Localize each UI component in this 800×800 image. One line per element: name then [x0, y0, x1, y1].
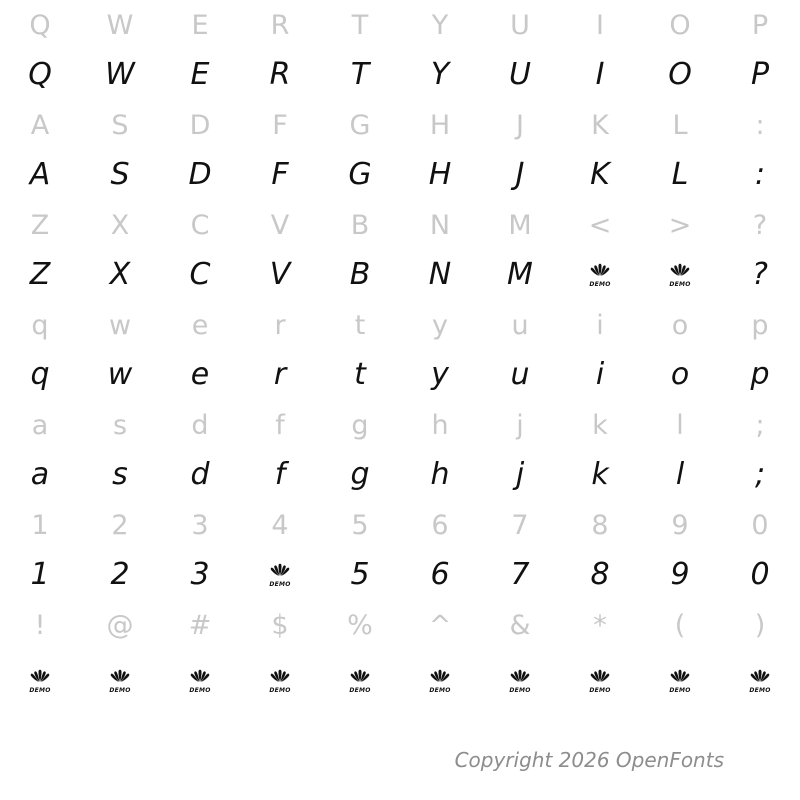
glyph-cell: u	[511, 309, 529, 341]
glyph-cell: t	[354, 357, 366, 392]
glyph-cell: h	[430, 457, 450, 492]
glyph-cell: ^	[428, 609, 452, 641]
glyph-cell: l	[676, 409, 684, 441]
glyph-cell: !	[34, 609, 46, 641]
glyph-cell: 2	[110, 557, 130, 592]
demo-stamp-label: DEMO	[749, 687, 771, 694]
glyph-cell: A	[29, 157, 51, 192]
glyph-cell: w	[108, 309, 132, 341]
glyph-cell: R	[270, 9, 290, 41]
glyph-cell: T	[350, 57, 370, 92]
glyph-cell: 7	[510, 557, 530, 592]
glyph-cell: S	[110, 157, 130, 192]
glyph-cell: %	[347, 609, 373, 641]
glyph-cell: 3	[190, 557, 210, 592]
demo-stamp-glyph	[667, 668, 693, 694]
demo-stamp-icon	[160, 656, 240, 706]
demo-stamp-glyph	[187, 668, 213, 694]
glyph-cell: o	[670, 357, 690, 392]
demo-stamp-glyph	[587, 668, 613, 694]
glyph-cell: H	[428, 157, 452, 192]
demo-stamp-icon	[240, 550, 320, 600]
glyph-cell: f	[275, 409, 285, 441]
row-lowercase-1-reference	[0, 300, 800, 350]
glyph-cell: Z	[30, 209, 50, 241]
glyph-cell: 1	[30, 557, 50, 592]
row-uppercase-1-sample	[0, 50, 800, 100]
glyph-cell: i	[596, 309, 604, 341]
glyph-cell: )	[754, 609, 766, 641]
glyph-cell: W	[106, 9, 134, 41]
glyph-cell: G	[348, 157, 372, 192]
glyph-cell: ;	[754, 457, 766, 492]
row-uppercase-1-reference	[0, 0, 800, 50]
glyph-cell: J	[515, 157, 525, 192]
glyph-cell: Y	[431, 9, 449, 41]
glyph-cell: B	[350, 209, 370, 241]
glyph-cell: V	[270, 209, 290, 241]
demo-stamp-label: DEMO	[269, 581, 291, 588]
glyph-cell: o	[671, 309, 689, 341]
demo-stamp-glyph	[587, 262, 613, 288]
glyph-cell: 6	[431, 509, 449, 541]
demo-stamp-icon	[0, 656, 80, 706]
row-uppercase-2-sample	[0, 150, 800, 200]
glyph-cell: <	[588, 209, 612, 241]
glyph-cell: s	[112, 457, 128, 492]
glyph-cell: G	[349, 109, 371, 141]
glyph-cell: K	[591, 109, 609, 141]
glyph-cell: E	[191, 9, 209, 41]
demo-stamp-label: DEMO	[589, 281, 611, 288]
glyph-cell: 4	[271, 509, 289, 541]
glyph-cell: Q	[29, 9, 51, 41]
glyph-cell: R	[269, 57, 291, 92]
demo-stamp-icon	[560, 250, 640, 300]
glyph-cell: 6	[430, 557, 450, 592]
demo-stamp-glyph	[347, 668, 373, 694]
glyph-cell: I	[595, 57, 605, 92]
demo-stamp-icon	[480, 656, 560, 706]
row-digits-reference	[0, 500, 800, 550]
glyph-cell: Z	[29, 257, 51, 292]
glyph-cell: a	[30, 457, 50, 492]
glyph-cell: F	[272, 109, 288, 141]
glyph-cell: j	[516, 409, 524, 441]
demo-stamp-icon	[640, 656, 720, 706]
glyph-cell: j	[515, 457, 525, 492]
glyph-cell: *	[593, 609, 607, 641]
glyph-cell: >	[668, 209, 692, 241]
demo-stamp-label: DEMO	[509, 687, 531, 694]
glyph-cell: u	[510, 357, 530, 392]
glyph-cell: &	[509, 609, 531, 641]
glyph-cell: w	[107, 357, 133, 392]
glyph-cell: X	[109, 257, 131, 292]
copyright-footer: Copyright 2026 OpenFonts	[454, 748, 724, 772]
demo-stamp-glyph	[507, 668, 533, 694]
glyph-cell: V	[269, 257, 291, 292]
row-lowercase-2-sample	[0, 450, 800, 500]
glyph-cell: h	[431, 409, 449, 441]
glyph-cell: X	[110, 209, 130, 241]
glyph-cell: :	[755, 109, 765, 141]
glyph-cell: T	[351, 9, 369, 41]
demo-stamp-icon	[560, 656, 640, 706]
demo-stamp-label: DEMO	[669, 281, 691, 288]
glyph-cell: I	[596, 9, 604, 41]
glyph-cell: W	[105, 57, 135, 92]
demo-stamp-icon	[640, 250, 720, 300]
glyph-cell: 3	[191, 509, 209, 541]
row-lowercase-2-reference	[0, 400, 800, 450]
glyph-cell: y	[432, 309, 448, 341]
row-uppercase-3-reference	[0, 200, 800, 250]
glyph-cell: p	[751, 309, 769, 341]
glyph-cell: E	[190, 57, 210, 92]
glyph-cell: F	[271, 157, 289, 192]
glyph-cell: 0	[750, 557, 770, 592]
glyph-cell: D	[189, 109, 211, 141]
glyph-cell: 0	[751, 509, 769, 541]
demo-stamp-icon	[720, 656, 800, 706]
glyph-cell: r	[274, 309, 286, 341]
glyph-cell: S	[111, 109, 129, 141]
glyph-cell: g	[351, 409, 369, 441]
glyph-cell: k	[591, 457, 609, 492]
glyph-cell: P	[750, 57, 770, 92]
glyph-cell: N	[428, 257, 452, 292]
demo-stamp-glyph	[27, 668, 53, 694]
glyph-cell: U	[510, 9, 530, 41]
glyph-cell: t	[354, 309, 366, 341]
demo-stamp-label: DEMO	[29, 687, 51, 694]
glyph-cell: @	[106, 609, 134, 641]
glyph-cell: M	[507, 257, 533, 292]
glyph-cell: 9	[671, 509, 689, 541]
row-lowercase-1-sample	[0, 350, 800, 400]
glyph-cell: $	[271, 609, 289, 641]
demo-stamp-glyph	[267, 562, 293, 588]
demo-stamp-label: DEMO	[429, 687, 451, 694]
glyph-cell: f	[274, 457, 286, 492]
glyph-cell: g	[350, 457, 370, 492]
glyph-cell: a	[31, 409, 49, 441]
glyph-cell: 8	[590, 557, 610, 592]
glyph-cell: P	[751, 9, 769, 41]
glyph-cell: p	[750, 357, 770, 392]
glyph-cell: l	[675, 457, 685, 492]
demo-stamp-icon	[80, 656, 160, 706]
glyph-cell: 1	[31, 509, 49, 541]
demo-stamp-label: DEMO	[189, 687, 211, 694]
row-symbols-reference	[0, 600, 800, 650]
glyph-cell: q	[30, 357, 50, 392]
glyph-cell: (	[674, 609, 686, 641]
glyph-cell: 7	[511, 509, 529, 541]
glyph-cell: U	[509, 57, 531, 92]
glyph-cell: ?	[752, 209, 768, 241]
glyph-cell: y	[431, 357, 449, 392]
glyph-cell: C	[190, 209, 210, 241]
demo-stamp-label: DEMO	[669, 687, 691, 694]
glyph-cell: B	[349, 257, 371, 292]
glyph-cell: k	[592, 409, 608, 441]
glyph-cell: e	[191, 309, 209, 341]
glyph-cell: D	[188, 157, 212, 192]
row-uppercase-2-reference	[0, 100, 800, 150]
glyph-cell: J	[516, 109, 524, 141]
glyph-cell: q	[31, 309, 49, 341]
demo-stamp-glyph	[667, 262, 693, 288]
demo-stamp-glyph	[267, 668, 293, 694]
glyph-cell: ?	[752, 257, 768, 292]
demo-stamp-icon	[320, 656, 400, 706]
demo-stamp-glyph	[107, 668, 133, 694]
demo-stamp-icon	[400, 656, 480, 706]
row-uppercase-3-sample	[0, 250, 800, 300]
glyph-cell: ;	[755, 409, 765, 441]
demo-stamp-label: DEMO	[589, 687, 611, 694]
row-symbols-sample	[0, 656, 800, 706]
glyph-cell: L	[671, 157, 689, 192]
glyph-cell: 2	[111, 509, 129, 541]
glyph-cell: A	[30, 109, 50, 141]
glyph-cell: :	[754, 157, 766, 192]
demo-stamp-glyph	[427, 668, 453, 694]
glyph-cell: O	[669, 9, 691, 41]
demo-stamp-icon	[240, 656, 320, 706]
glyph-cell: Y	[430, 57, 450, 92]
glyph-cell: C	[189, 257, 211, 292]
glyph-cell: d	[191, 409, 209, 441]
glyph-cell: i	[595, 357, 605, 392]
glyph-cell: L	[672, 109, 688, 141]
demo-stamp-label: DEMO	[269, 687, 291, 694]
glyph-cell: 5	[350, 557, 370, 592]
glyph-cell: K	[590, 157, 610, 192]
demo-stamp-label: DEMO	[349, 687, 371, 694]
demo-stamp-glyph	[747, 668, 773, 694]
glyph-cell: d	[190, 457, 210, 492]
demo-stamp-label: DEMO	[109, 687, 131, 694]
row-digits-sample	[0, 550, 800, 600]
glyph-cell: N	[429, 209, 451, 241]
glyph-cell: s	[112, 409, 128, 441]
glyph-cell: H	[429, 109, 451, 141]
glyph-cell: Q	[28, 57, 52, 92]
glyph-cell: M	[508, 209, 532, 241]
glyph-cell: #	[188, 609, 212, 641]
glyph-cell: O	[668, 57, 692, 92]
glyph-cell: 5	[351, 509, 369, 541]
glyph-cell: e	[190, 357, 210, 392]
glyph-cell: 9	[670, 557, 690, 592]
glyph-cell: 8	[591, 509, 609, 541]
glyph-cell: r	[273, 357, 287, 392]
